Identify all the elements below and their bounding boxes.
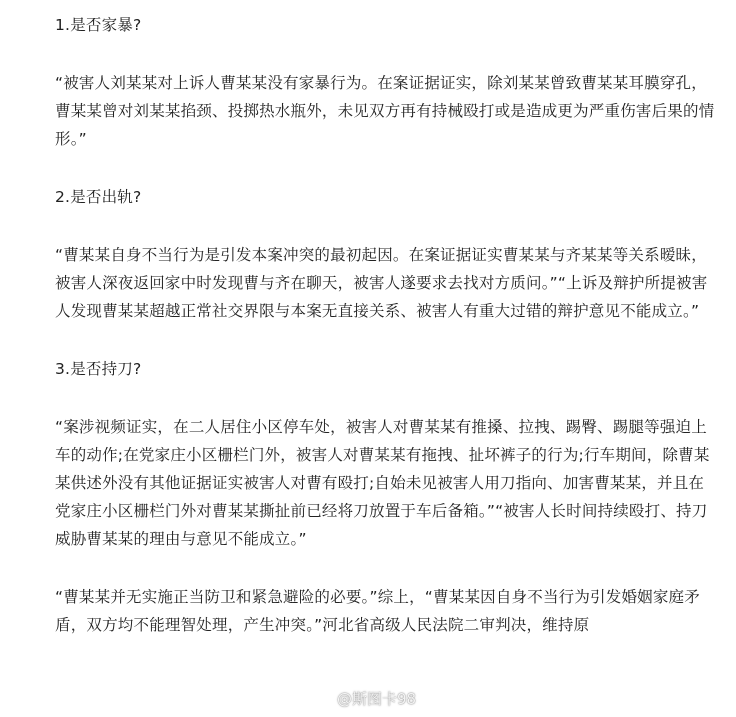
watermark-text: @斯图卡98 [337, 690, 417, 708]
section-heading-knife: 3.是否持刀? [55, 360, 142, 378]
section-heading-infidelity: 2.是否出轨? [55, 188, 142, 206]
quote-paragraph-domestic-violence: “被害人刘某某对上诉人曹某某没有家暴行为。在案证据证实，除刘某某曾致曹某某耳膜穿孔，曹某某曾对刘某某掐颈、投掷热水瓶外，未见双方再有持械殴打或是造成更为严重伤害后果的情形。” [55, 74, 715, 148]
section-heading-domestic-violence: 1.是否家暴? [55, 16, 142, 34]
watermark [312, 688, 416, 709]
quote-paragraph-knife: “案涉视频证实，在二人居住小区停车处，被害人对曹某某有推搡、拉拽、踢臀、踢腿等强迫上车的动作;在党家庄小区栅栏门外，被害人对曹某某有拖拽、扯坏裤子的行为;行车期间，除曹某某供述外没有其他证据证实被害人对曹有殴打;自始未见被害人用刀指向、加害曹某某，并且在党家庄小区栅栏门外对曹某某撕扯前已经将刀放置于车后备箱。”“被害人长时间持续殴打、持刀威胁曹某某的理由与意见不能成立。” [55, 418, 710, 548]
article-body [55, 0, 715, 639]
weibo-icon [312, 690, 332, 707]
quote-paragraph-infidelity: “曹某某自身不当行为是引发本案冲突的最初起因。在案证据证实曹某某与齐某某等关系暧昧，被害人深夜返回家中时发现曹与齐在聊天，被害人遂要求去找对方质问。”“上诉及辩护所提被害人发现曹某某超越正常社交界限与本案无直接关系、被害人有重大过错的辩护意见不能成立。” [55, 246, 708, 320]
quote-paragraph-conclusion: “曹某某并无实施正当防卫和紧急避险的必要。”综上，“曹某某因自身不当行为引发婚姻家庭矛盾，双方均不能理智处理，产生冲突。”河北省高级人民法院二审判决，维持原 [55, 588, 700, 634]
